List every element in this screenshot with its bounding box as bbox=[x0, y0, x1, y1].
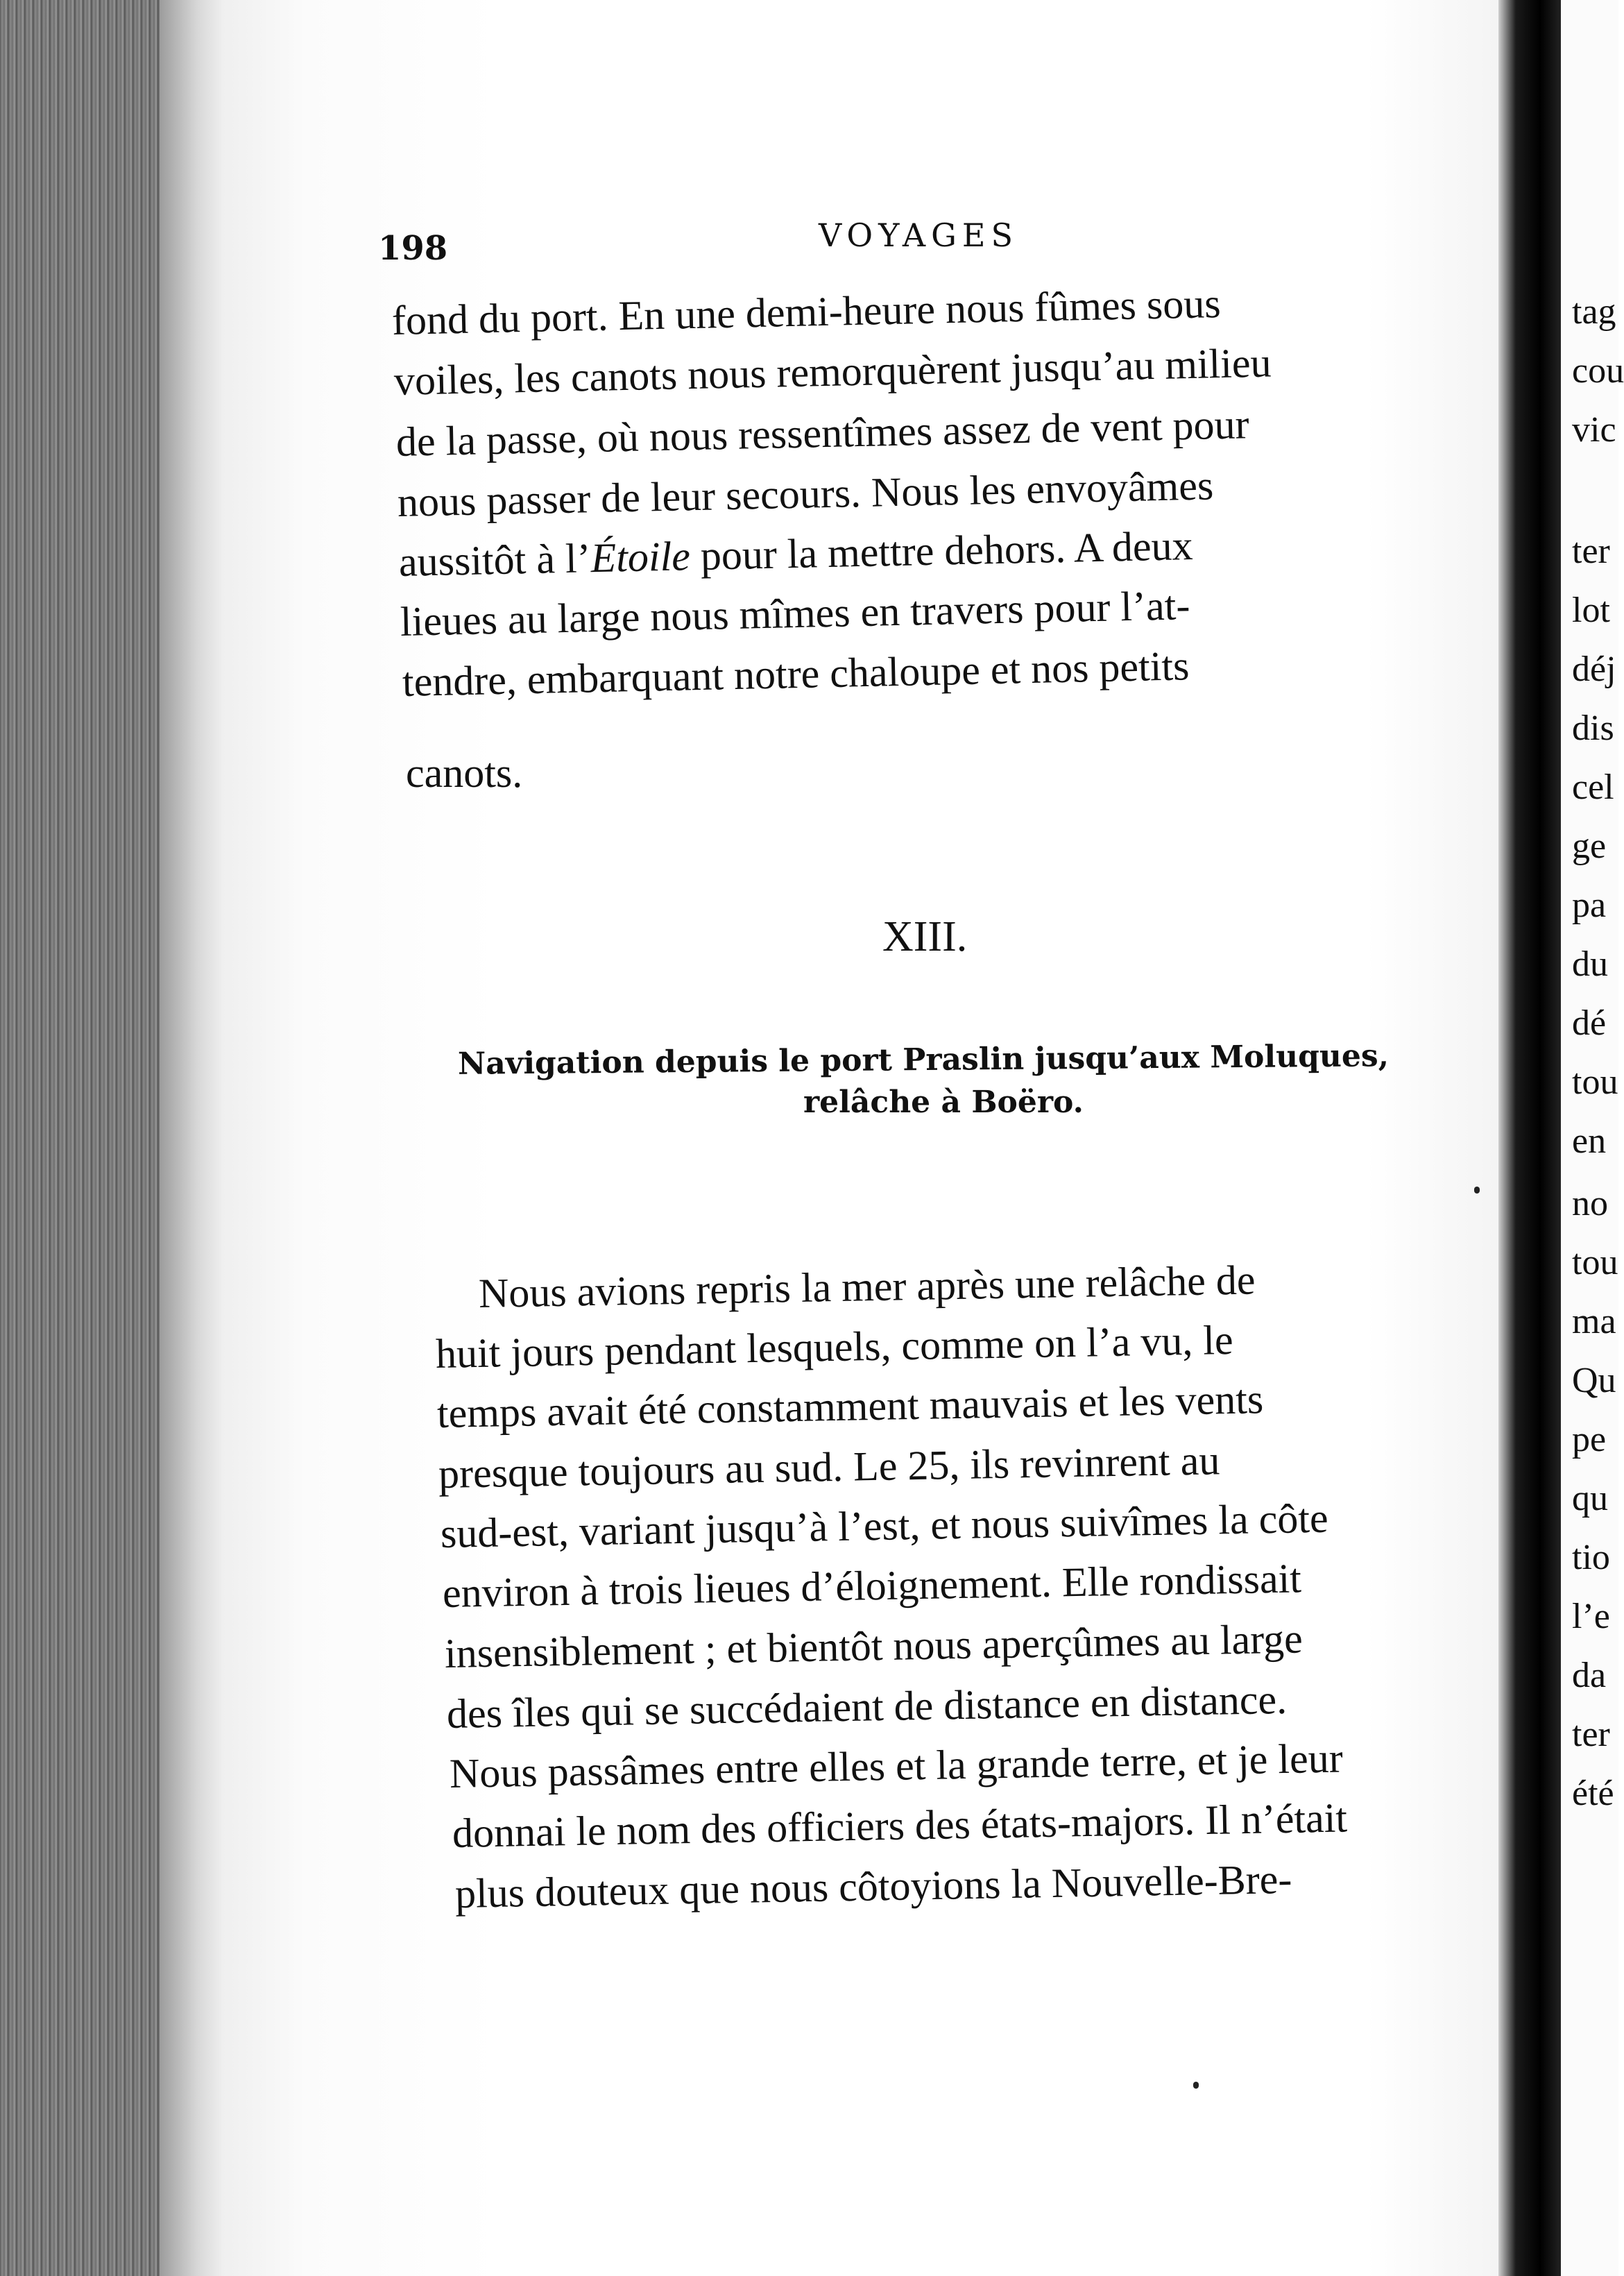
facing-line: vic bbox=[1572, 410, 1616, 450]
text-line: sud-est, variant jusqu’à l’est, et nous suivîmes la côte bbox=[440, 1495, 1329, 1556]
text-line: plus douteux que nous côtoyions la Nouvelle-Bre- bbox=[454, 1855, 1292, 1917]
facing-line: du bbox=[1572, 944, 1608, 984]
facing-line: lot bbox=[1572, 591, 1610, 630]
facing-line: tou bbox=[1572, 1243, 1618, 1282]
scan-speck bbox=[1193, 2082, 1199, 2089]
section-number: XIII. bbox=[882, 913, 968, 960]
facing-line: pa bbox=[1572, 885, 1607, 925]
section-title-line-1: Navigation depuis le port Praslin jusqu’aux Moluques, bbox=[457, 1038, 1390, 1082]
facing-line: tio bbox=[1572, 1538, 1610, 1577]
text-line: environ à trois lieues d’éloignement. Elle rondissait bbox=[442, 1555, 1302, 1616]
facing-line: déj bbox=[1572, 649, 1616, 689]
facing-line: pe bbox=[1572, 1420, 1607, 1459]
text-line: voiles, les canots nous remorquèrent jusqu’au milieu bbox=[393, 339, 1272, 404]
page-edge-shadow bbox=[160, 0, 222, 2276]
text-line: de la passe, où nous ressentîmes assez de vent pour bbox=[395, 401, 1250, 465]
facing-line: tou bbox=[1572, 1062, 1618, 1102]
book-gutter bbox=[1498, 0, 1561, 2276]
facing-line: ter bbox=[1572, 532, 1610, 571]
text-line: tendre, embarquant notre chaloupe et nos petits bbox=[402, 643, 1190, 705]
facing-line: ter bbox=[1572, 1715, 1610, 1754]
text-line: huit jours pendant lesquels, comme on l’a vu, le bbox=[435, 1316, 1234, 1377]
facing-line: dé bbox=[1572, 1003, 1607, 1043]
facing-line: cou bbox=[1572, 351, 1624, 391]
facing-line: été bbox=[1572, 1774, 1614, 1813]
text-line: donnai le nom des officiers des états-majors. Il n’était bbox=[452, 1794, 1348, 1856]
text-line: nous passer de leur secours. Nous les envoyâmes bbox=[397, 462, 1214, 525]
ship-name-italic: Étoile bbox=[590, 533, 691, 581]
page-number: 198 bbox=[378, 229, 448, 268]
text-line: fond du port. En une demi-heure nous fûmes sous bbox=[391, 280, 1222, 343]
scan-speck bbox=[1474, 1187, 1480, 1194]
running-head: VOYAGES bbox=[819, 216, 1018, 254]
text-line: des îles qui se succédaient de distance en distance. bbox=[446, 1676, 1288, 1737]
facing-line: Qu bbox=[1572, 1361, 1616, 1400]
text-line: canots. bbox=[406, 750, 523, 796]
facing-line: l’e bbox=[1572, 1597, 1610, 1636]
text-line: insensiblement ; et bientôt nous aperçûmes au large bbox=[444, 1615, 1304, 1676]
facing-line: dis bbox=[1572, 708, 1614, 748]
text-line: Nous passâmes entre elles et la grande terre, et je leur bbox=[449, 1735, 1344, 1797]
text-line: lieues au large nous mîmes en travers pour l’at- bbox=[400, 582, 1190, 645]
facing-line: qu bbox=[1572, 1479, 1608, 1518]
facing-page bbox=[1561, 0, 1624, 2276]
facing-line: cel bbox=[1572, 767, 1614, 807]
text-segment: aussitôt à l’ bbox=[398, 535, 592, 585]
facing-line: ma bbox=[1572, 1302, 1616, 1341]
facing-line: da bbox=[1572, 1656, 1607, 1695]
facing-line: no bbox=[1572, 1184, 1608, 1223]
text-line: temps avait été constamment mauvais et les vents bbox=[436, 1376, 1264, 1436]
text-segment: pour la mettre dehors. A deux bbox=[690, 523, 1194, 579]
facing-line: ge bbox=[1572, 826, 1607, 866]
book-page-edges bbox=[0, 0, 160, 2276]
text-line: presque toujours au sud. Le 25, ils revinrent au bbox=[438, 1437, 1220, 1497]
text-line: Nous avions repris la mer après une relâche de bbox=[478, 1257, 1256, 1316]
facing-line: en bbox=[1572, 1121, 1607, 1161]
facing-line: tag bbox=[1572, 292, 1616, 332]
section-title-line-2: relâche à Boëro. bbox=[803, 1085, 1084, 1120]
